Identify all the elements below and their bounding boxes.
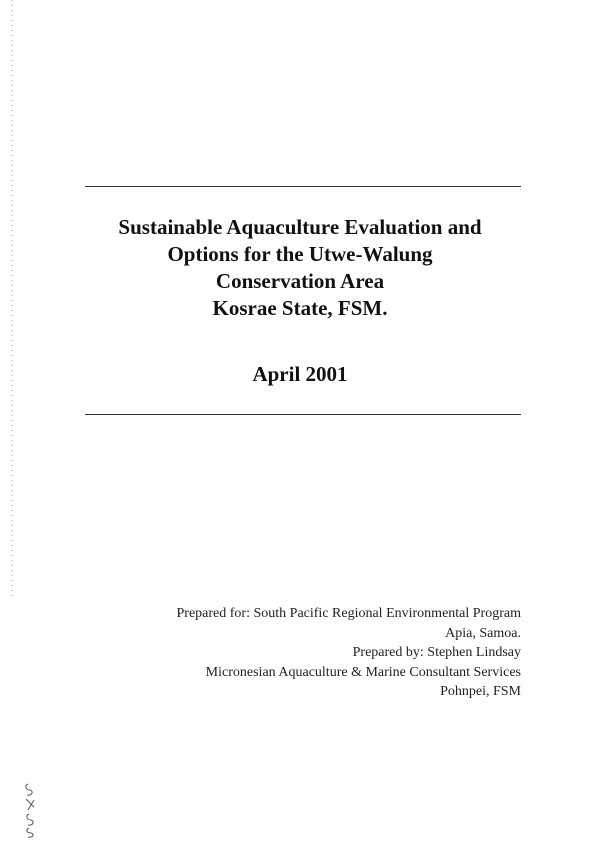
title-line-2: Options for the Utwe-Walung [167,242,433,266]
title-line-4: Kosrae State, FSM. [212,296,388,320]
organization-line: Micronesian Aquaculture & Marine Consultant Services [205,664,521,680]
prepared-for-location: Apia, Samoa. [445,625,521,641]
top-divider [85,186,521,187]
handwritten-number-mark [20,780,50,838]
prepared-by-line: Prepared by: Stephen Lindsay [352,645,521,660]
title-line-1: Sustainable Aquaculture Evaluation and [118,215,482,239]
document-title [60,214,540,322]
prepared-for-line: Prepared for: South Pacific Regional Environmental Program [176,606,521,621]
organization-location: Pohnpei, FSM [440,684,521,699]
title-line-3: Conservation Area [215,269,385,293]
bottom-divider [85,414,521,415]
document-date: April 2001 [252,362,348,386]
preparation-block [177,604,521,702]
binding-edge-marks [11,0,13,600]
